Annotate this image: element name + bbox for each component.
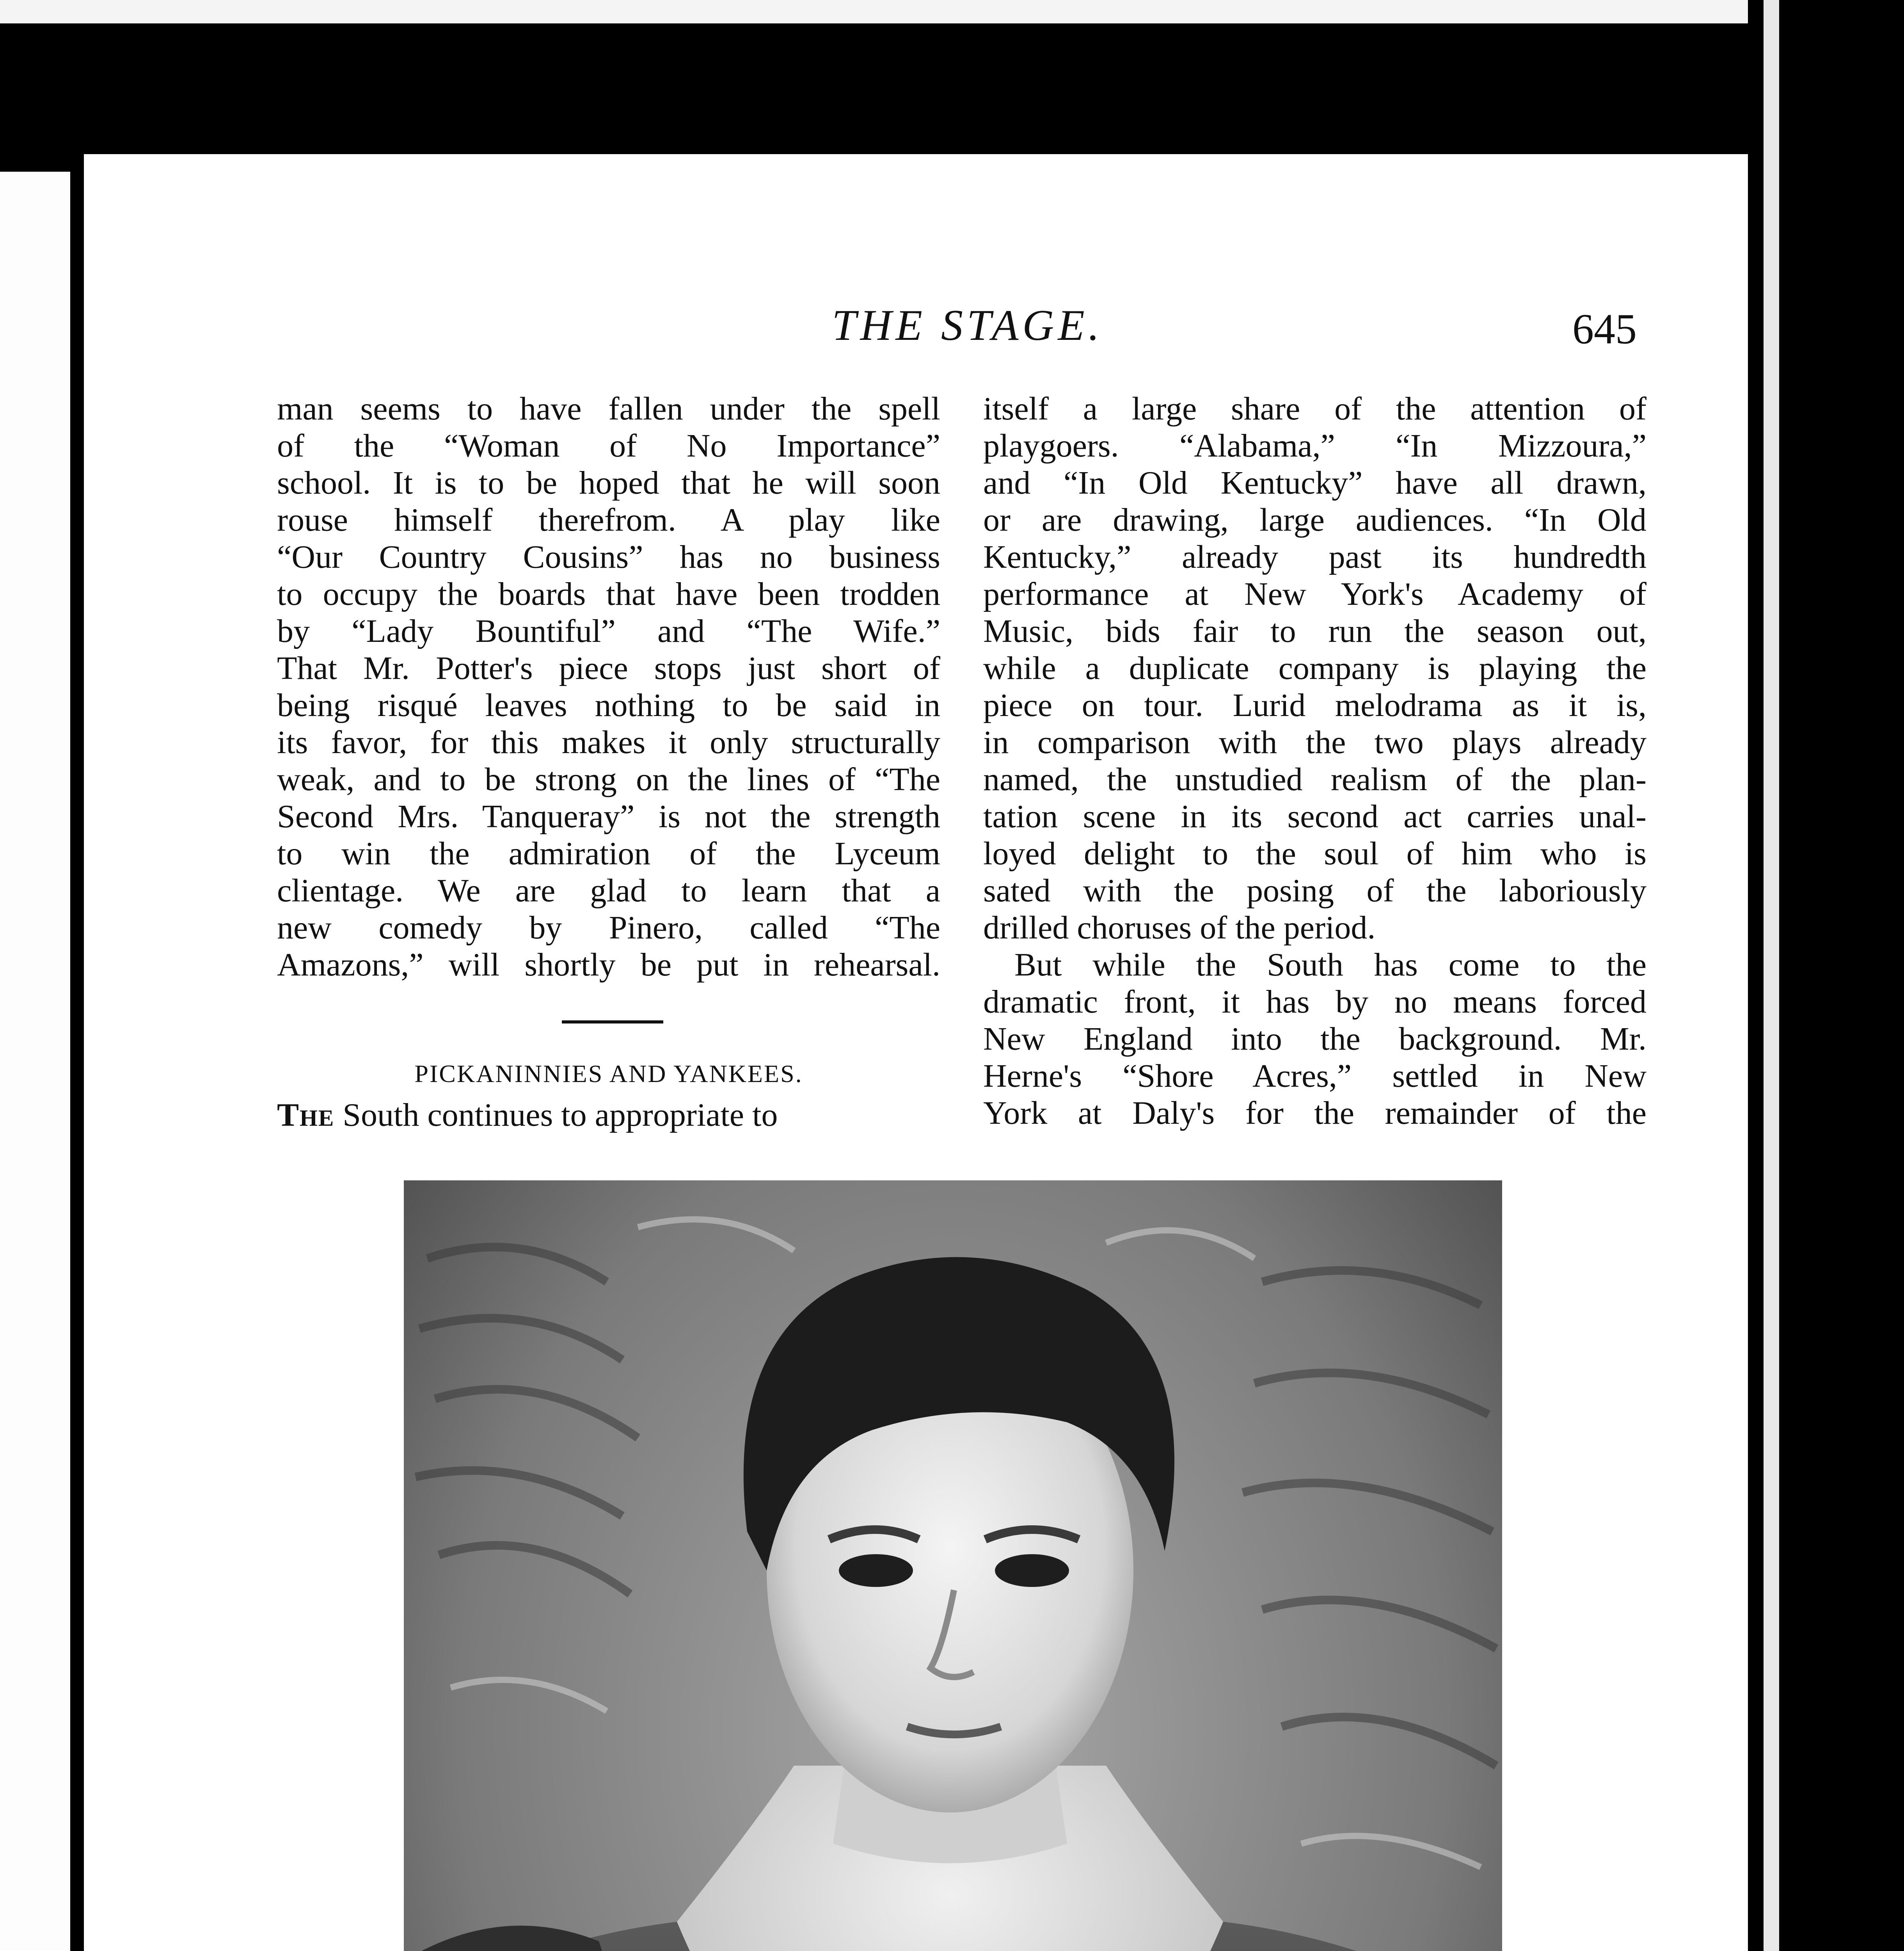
portrait-photograph [404, 1180, 1502, 1951]
text-line: of the “Woman of No Importance” [277, 428, 940, 464]
text-line: to win the admiration of the Lyceum [277, 835, 940, 872]
text-line: Music, bids fair to run the season out, [983, 613, 1646, 649]
section-divider [562, 1020, 663, 1023]
text-line: its favor, for this makes it only structurally [277, 724, 940, 760]
text-line: “Our Country Cousins” has no business [277, 539, 940, 575]
text-line: New England into the background. Mr. [983, 1021, 1646, 1057]
text-line: by “Lady Bountiful” and “The Wife.” [277, 613, 940, 649]
text-line: clientage. We are glad to learn that a [277, 872, 940, 909]
text-line: loyed delight to the soul of him who is [983, 835, 1646, 872]
text-line: Herne's “Shore Acres,” settled in New [983, 1058, 1646, 1094]
text-line: weak, and to be strong on the lines of “The [277, 761, 940, 798]
text-line: in comparison with the two plays already [983, 724, 1646, 760]
text-line: sated with the posing of the laboriously [983, 872, 1646, 909]
text-line: itself a large share of the attention of [983, 391, 1646, 427]
text-line: new comedy by Pinero, called “The [277, 910, 940, 946]
page-number: 645 [1572, 305, 1637, 353]
text-line: rouse himself therefrom. A play like [277, 502, 940, 538]
section-first-line-rest: South continues to appropriate to [334, 1097, 778, 1133]
previous-page-edge-left [0, 172, 70, 1951]
text-line: York at Daly's for the remainder of the [983, 1095, 1646, 1131]
section-heading: PICKANINNIES AND YANKEES. [414, 1060, 803, 1087]
text-line: man seems to have fallen under the spell [277, 391, 940, 427]
section-lead-word: The [277, 1097, 335, 1133]
text-line: and “In Old Kentucky” have all drawn, [983, 465, 1646, 501]
page-fold-shadow [1748, 0, 1764, 1951]
text-line: being risqué leaves nothing to be said in [277, 687, 940, 723]
right-column [983, 390, 1646, 1132]
text-line: while a duplicate company is playing the [983, 650, 1646, 686]
section-first-line [277, 1096, 940, 1134]
text-line: Amazons,” will shortly be put in rehearsal. [277, 947, 940, 983]
text-line: That Mr. Potter's piece stops just short of [277, 650, 940, 686]
next-page-edge [1764, 0, 1779, 1951]
text-line: tation scene in its second act carries unal- [983, 798, 1646, 835]
text-line: piece on tour. Lurid melodrama as it is, [983, 687, 1646, 723]
text-line: playgoers. “Alabama,” “In Mizzoura,” [983, 428, 1646, 464]
running-title: THE STAGE. [832, 301, 1103, 350]
text-line: performance at New York's Academy of [983, 576, 1646, 612]
text-line: drilled choruses of the period. [983, 910, 1376, 946]
text-line: Kentucky,” already past its hundredth [983, 539, 1646, 575]
text-line: to occupy the boards that have been trodden [277, 576, 940, 612]
text-line: Second Mrs. Tanqueray” is not the strength [277, 798, 940, 835]
left-column [277, 390, 940, 983]
text-line: or are drawing, large audiences. “In Old [983, 502, 1646, 538]
text-line: dramatic front, it has by no means forced [983, 984, 1646, 1020]
previous-page-edge-top [0, 0, 1748, 23]
text-line: But while the South has come to the [1014, 947, 1646, 983]
text-line: school. It is to be hoped that he will soon [277, 465, 940, 501]
text-line: named, the unstudied realism of the plan- [983, 761, 1646, 798]
